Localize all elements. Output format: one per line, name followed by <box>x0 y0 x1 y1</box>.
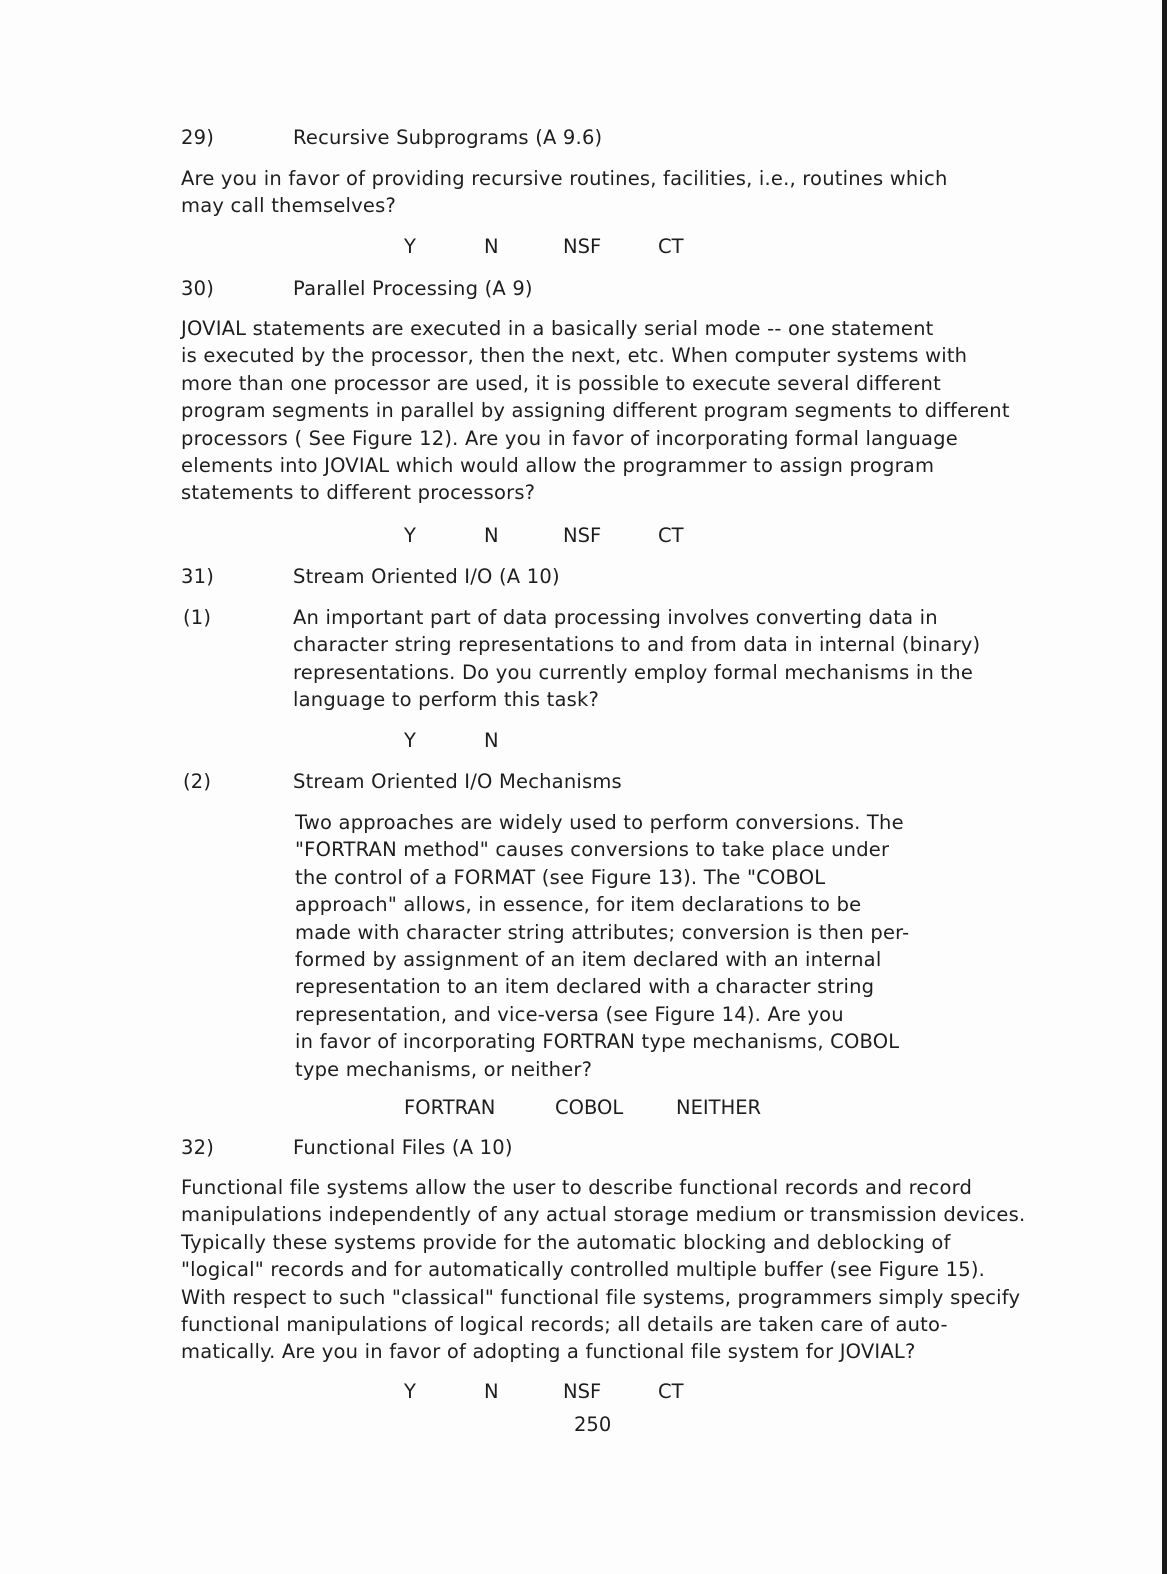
q31-sub1-body <box>293 604 980 714</box>
q32-option-n: N <box>484 1380 499 1403</box>
q31-number: 31) <box>181 565 215 588</box>
q30-line: program segments in parallel by assigning different program segments to different <box>181 399 1010 423</box>
q32-line: manipulations independently of any actual storage medium or transmission devices. <box>181 1203 1026 1227</box>
page-edge <box>1162 0 1167 1574</box>
q30-line: elements into JOVIAL which would allow the programmer to assign program <box>181 454 935 478</box>
q32-line: Typically these systems provide for the automatic blocking and deblocking of <box>181 1230 951 1254</box>
q30-body <box>181 315 1010 507</box>
q31-sub2-body <box>295 809 909 1083</box>
q31-sub2-title: Stream Oriented I/O Mechanisms <box>293 770 622 793</box>
q29-title: Recursive Subprograms (A 9.6) <box>293 126 603 149</box>
q30-option-nsf: NSF <box>563 524 602 547</box>
q31-sub2-line: approach" allows, in essence, for item declarations to be <box>295 893 862 917</box>
q31-sub2-line: the control of a FORMAT (see Figure 13). The "COBOL <box>295 865 826 889</box>
q31-sub2-line: Two approaches are widely used to perform conversions. The <box>295 811 904 834</box>
q29-body <box>181 165 948 220</box>
q31-sub2-option-neither: NEITHER <box>676 1096 762 1119</box>
q32-line: Functional file systems allow the user to describe functional records and record <box>181 1176 973 1199</box>
q32-line: "logical" records and for automatically controlled multiple buffer (see Figure 15). <box>181 1258 986 1282</box>
q30-line: statements to different processors? <box>181 481 536 505</box>
q29-number: 29) <box>181 126 215 149</box>
q29-option-y: Y <box>404 235 416 258</box>
q30-option-y: Y <box>404 524 416 547</box>
q31-sub2-line: formed by assignment of an item declared with an internal <box>295 948 882 972</box>
q31-sub1-line: An important part of data processing involves converting data in <box>293 606 938 629</box>
q31-title: Stream Oriented I/O (A 10) <box>293 565 560 588</box>
q29-option-nsf: NSF <box>563 235 602 258</box>
q31-sub2-option-fortran: FORTRAN <box>404 1096 496 1119</box>
q31-sub1-number: (1) <box>183 606 212 629</box>
q31-sub2-line: representation to an item declared with a character string <box>295 975 875 999</box>
q31-sub1-option-y: Y <box>404 729 416 752</box>
q32-option-ct: CT <box>658 1380 684 1403</box>
q30-title: Parallel Processing (A 9) <box>293 277 533 300</box>
q30-option-ct: CT <box>658 524 684 547</box>
q29-line: may call themselves? <box>181 194 397 218</box>
q32-number: 32) <box>181 1136 215 1159</box>
q31-sub1-line: representations. Do you currently employ formal mechanisms in the <box>293 660 974 684</box>
q30-line: JOVIAL statements are executed in a basically serial mode -- one statement <box>181 317 934 340</box>
q32-line: With respect to such "classical" functional file systems, programmers simply specify <box>181 1285 1021 1309</box>
q32-option-y: Y <box>404 1380 416 1403</box>
q32-option-nsf: NSF <box>563 1380 602 1403</box>
q30-line: is executed by the processor, then the next, etc. When computer systems with <box>181 344 968 368</box>
q30-option-n: N <box>484 524 499 547</box>
q31-sub2-line: made with character string attributes; conversion is then per- <box>295 920 910 944</box>
q31-sub2-option-cobol: COBOL <box>555 1096 624 1119</box>
q31-sub2-line: representation, and vice-versa (see Figure 14). Are you <box>295 1002 844 1026</box>
q32-line: matically. Are you in favor of adopting a functional file system for JOVIAL? <box>181 1340 916 1364</box>
q32-line: functional manipulations of logical records; all details are taken care of auto- <box>181 1313 948 1337</box>
q30-number: 30) <box>181 277 215 300</box>
q31-sub2-number: (2) <box>183 770 212 793</box>
q31-sub1-option-n: N <box>484 729 499 752</box>
q31-sub2-line: "FORTRAN method" causes conversions to take place under <box>295 838 890 862</box>
q31-sub2-line: type mechanisms, or neither? <box>295 1057 593 1081</box>
page-number: 250 <box>574 1413 612 1436</box>
q31-sub1-line: character string representations to and from data in internal (binary) <box>293 633 981 657</box>
q30-line: more than one processor are used, it is possible to execute several different <box>181 371 941 395</box>
q32-body <box>181 1174 1025 1366</box>
q29-option-n: N <box>484 235 499 258</box>
q31-sub2-line: in favor of incorporating FORTRAN type mechanisms, COBOL <box>295 1030 900 1054</box>
q29-line: Are you in favor of providing recursive routines, facilities, i.e., routines which <box>181 167 948 190</box>
q31-sub1-line: language to perform this task? <box>293 688 599 712</box>
q30-line: processors ( See Figure 12). Are you in favor of incorporating formal language <box>181 426 958 450</box>
q29-option-ct: CT <box>658 235 684 258</box>
q32-title: Functional Files (A 10) <box>293 1136 513 1159</box>
